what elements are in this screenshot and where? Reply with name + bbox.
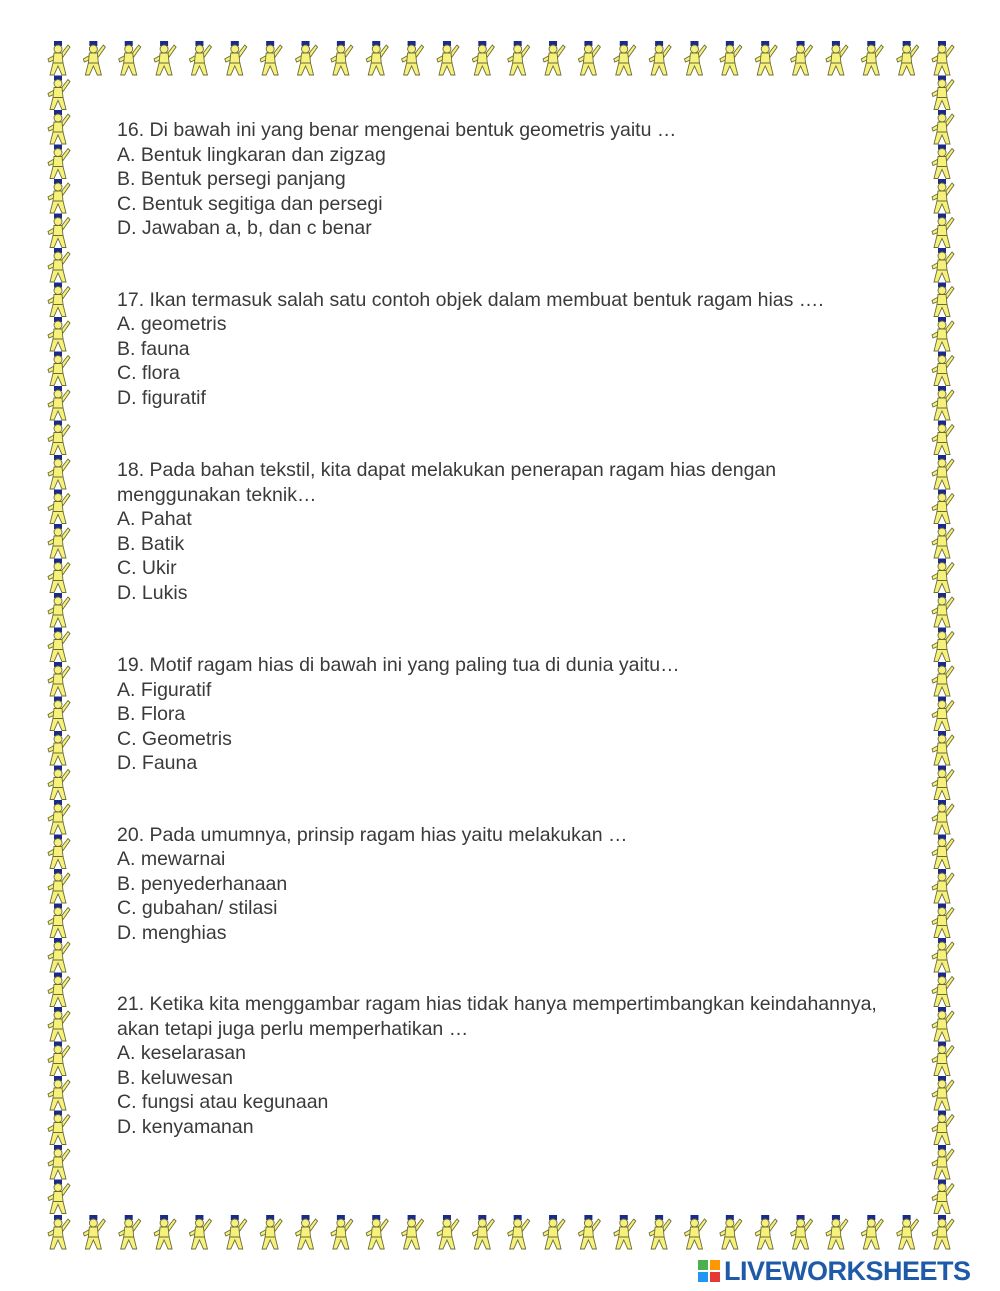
cheering-figure-icon [684, 1215, 706, 1249]
option-a[interactable]: A. mewarnai [117, 848, 226, 870]
cheering-figure-icon [932, 904, 954, 938]
cheering-figure-icon [296, 41, 318, 75]
cheering-figure-icon [366, 1215, 388, 1249]
cheering-figure-icon [225, 1215, 247, 1249]
cheering-figure-icon [720, 41, 742, 75]
cheering-figure-icon [932, 1076, 954, 1110]
cheering-figure-icon [614, 1215, 636, 1249]
cheering-figure-icon [508, 41, 530, 75]
cheering-figure-icon [472, 1215, 494, 1249]
option-c[interactable]: C. Bentuk segitiga dan persegi [117, 192, 383, 215]
cheering-figure-icon [932, 490, 954, 524]
cheering-figure-icon [932, 973, 954, 1007]
cheering-figure-icon [48, 1215, 70, 1249]
cheering-figure-icon [48, 628, 70, 662]
cheering-figure-icon [48, 455, 70, 489]
cheering-figure-icon [154, 1215, 176, 1249]
option-d[interactable]: D. kenyamanan [117, 1115, 254, 1138]
cheering-figure-icon [932, 1007, 954, 1041]
cheering-figure-icon [684, 41, 706, 75]
cheering-figure-icon [932, 593, 954, 627]
option-b[interactable]: B. keluwesan [117, 1066, 233, 1089]
cheering-figure-icon [578, 41, 600, 75]
question-16 [117, 118, 877, 241]
cheering-figure-icon [48, 835, 70, 869]
cheering-figure-icon [932, 1180, 954, 1214]
option-a[interactable]: A. Pahat [117, 508, 192, 530]
cheering-figure-icon [48, 904, 70, 938]
cheering-figure-icon [48, 1042, 70, 1076]
option-b[interactable]: B. fauna [117, 337, 190, 360]
question-text: 19. Motif ragam hias di bawah ini yang paling tua di dunia yaitu… [117, 654, 680, 676]
cheering-figure-icon [932, 628, 954, 662]
cheering-figure-icon [48, 248, 70, 282]
cheering-figure-icon [119, 41, 141, 75]
cheering-figure-icon [932, 248, 954, 282]
cheering-figure-icon [48, 283, 70, 317]
option-b[interactable]: B. Batik [117, 532, 185, 555]
cheering-figure-icon [260, 1215, 282, 1249]
question-text: 21. Ketika kita menggambar ragam hias tidak hanya mempertimbangkan keindahannya, akan tetapi juga perlu memperhatikan … [117, 993, 883, 1040]
cheering-figure-icon [755, 41, 777, 75]
cheering-figure-icon [932, 1042, 954, 1076]
cheering-figure-icon [826, 41, 848, 75]
cheering-figure-icon [932, 1145, 954, 1179]
cheering-figure-icon [932, 800, 954, 834]
cheering-figure-icon [189, 1215, 211, 1249]
option-c[interactable]: C. Ukir [117, 557, 177, 579]
cheering-figure-icon [48, 524, 70, 558]
cheering-figure-icon [932, 455, 954, 489]
cheering-figure-icon [296, 1215, 318, 1249]
question-21 [117, 992, 883, 1139]
option-a[interactable]: A. Figuratif [117, 678, 212, 701]
cheering-figure-icon [932, 1215, 954, 1249]
cheering-figure-icon [48, 559, 70, 593]
cheering-figure-icon [932, 76, 954, 110]
cheering-figure-icon [897, 1215, 919, 1249]
option-a[interactable]: A. geometris [117, 313, 227, 335]
cheering-figure-icon [48, 41, 70, 75]
option-c[interactable]: C. fungsi atau kegunaan [117, 1091, 329, 1113]
cheering-figure-icon [932, 386, 954, 420]
cheering-figure-icon [48, 110, 70, 144]
question-text: 18. Pada bahan tekstil, kita dapat melakukan penerapan ragam hias dengan menggunakan teknik… [117, 459, 782, 506]
cheering-figure-icon [83, 1215, 105, 1249]
cheering-figure-icon [472, 41, 494, 75]
cheering-figure-icon [48, 1007, 70, 1041]
cheering-figure-icon [932, 421, 954, 455]
cheering-figure-icon [48, 1111, 70, 1145]
option-b[interactable]: B. Bentuk persegi panjang [117, 168, 346, 190]
question-19 [117, 653, 877, 776]
cheering-figure-icon [755, 1215, 777, 1249]
cheering-figure-icon [402, 1215, 424, 1249]
cheering-figure-icon [720, 1215, 742, 1249]
cheering-figure-icon [331, 41, 353, 75]
option-d[interactable]: D. menghias [117, 921, 227, 944]
cheering-figure-icon [932, 697, 954, 731]
cheering-figure-icon [932, 145, 954, 179]
cheering-figure-icon [48, 938, 70, 972]
liveworksheets-blocks-icon [698, 1260, 720, 1282]
cheering-figure-icon [48, 593, 70, 627]
cheering-figure-icon [48, 179, 70, 213]
cheering-figure-icon [932, 559, 954, 593]
cheering-figure-icon [48, 1145, 70, 1179]
cheering-figure-icon [932, 869, 954, 903]
cheering-figure-icon [48, 386, 70, 420]
cheering-figure-icon [508, 1215, 530, 1249]
cheering-figure-icon [578, 1215, 600, 1249]
option-d[interactable]: D. Lukis [117, 581, 188, 604]
cheering-figure-icon [48, 421, 70, 455]
cheering-figure-icon [932, 41, 954, 75]
cheering-figure-icon [861, 1215, 883, 1249]
cheering-figure-icon [48, 869, 70, 903]
cheering-figure-icon [614, 41, 636, 75]
cheering-figure-icon [48, 1180, 70, 1214]
option-d[interactable]: D. Fauna [117, 752, 198, 774]
option-a[interactable]: A. Bentuk lingkaran dan zigzag [117, 143, 386, 166]
cheering-figure-icon [932, 731, 954, 765]
cheering-figure-icon [932, 352, 954, 386]
cheering-figure-icon [48, 76, 70, 110]
cheering-figure-icon [437, 41, 459, 75]
liveworksheets-logo[interactable] [698, 1256, 971, 1286]
cheering-figure-icon [366, 41, 388, 75]
cheering-figure-icon [932, 835, 954, 869]
cheering-figure-icon [932, 1111, 954, 1145]
cheering-figure-icon [932, 938, 954, 972]
question-18 [117, 458, 877, 605]
option-a[interactable]: A. keselarasan [117, 1042, 246, 1064]
cheering-figure-icon [48, 731, 70, 765]
question-text: 20. Pada umumnya, prinsip ragam hias yaitu melakukan … [117, 823, 628, 846]
cheering-figure-icon [932, 662, 954, 696]
cheering-figure-icon [826, 1215, 848, 1249]
cheering-figure-icon [932, 110, 954, 144]
cheering-figure-icon [932, 524, 954, 558]
option-d[interactable]: D. figuratif [117, 386, 206, 409]
cheering-figure-icon [649, 1215, 671, 1249]
cheering-figure-icon [48, 973, 70, 1007]
cheering-figure-icon [48, 1076, 70, 1110]
option-b[interactable]: B. penyederhanaan [117, 872, 288, 895]
cheering-figure-icon [897, 41, 919, 75]
cheering-figure-icon [48, 766, 70, 800]
cheering-figure-icon [437, 1215, 459, 1249]
cheering-figure-icon [649, 41, 671, 75]
cheering-figure-icon [932, 766, 954, 800]
cheering-figure-icon [48, 800, 70, 834]
question-text: 17. Ikan termasuk salah satu contoh objek dalam membuat bentuk ragam hias …. [117, 288, 824, 311]
cheering-figure-icon [48, 697, 70, 731]
cheering-figure-icon [932, 317, 954, 351]
cheering-figure-icon [331, 1215, 353, 1249]
cheering-figure-icon [189, 41, 211, 75]
cheering-figure-icon [83, 41, 105, 75]
cheering-figure-icon [119, 1215, 141, 1249]
cheering-figure-icon [543, 41, 565, 75]
cheering-figure-icon [932, 283, 954, 317]
option-c[interactable]: C. gubahan/ stilasi [117, 897, 278, 919]
cheering-figure-icon [48, 662, 70, 696]
cheering-figure-icon [543, 1215, 565, 1249]
cheering-figure-icon [225, 41, 247, 75]
cheering-figure-icon [791, 41, 813, 75]
cheering-figure-icon [48, 214, 70, 248]
option-b[interactable]: B. Flora [117, 703, 186, 725]
worksheet-content [117, 118, 883, 1139]
option-c[interactable]: C. flora [117, 362, 180, 384]
question-text: 16. Di bawah ini yang benar mengenai bentuk geometris yaitu … [117, 119, 677, 141]
liveworksheets-text: LIVEWORKSHEETS [724, 1255, 971, 1286]
cheering-figure-icon [861, 41, 883, 75]
cheering-figure-icon [48, 490, 70, 524]
cheering-figure-icon [48, 145, 70, 179]
cheering-figure-icon [48, 352, 70, 386]
cheering-figure-icon [402, 41, 424, 75]
cheering-figure-icon [932, 214, 954, 248]
question-17 [117, 288, 877, 411]
cheering-figure-icon [154, 41, 176, 75]
question-20 [117, 823, 877, 946]
cheering-figure-icon [791, 1215, 813, 1249]
cheering-figure-icon [48, 317, 70, 351]
cheering-figure-icon [932, 179, 954, 213]
cheering-figure-icon [260, 41, 282, 75]
option-d[interactable]: D. Jawaban a, b, dan c benar [117, 217, 372, 239]
option-c[interactable]: C. Geometris [117, 727, 232, 750]
